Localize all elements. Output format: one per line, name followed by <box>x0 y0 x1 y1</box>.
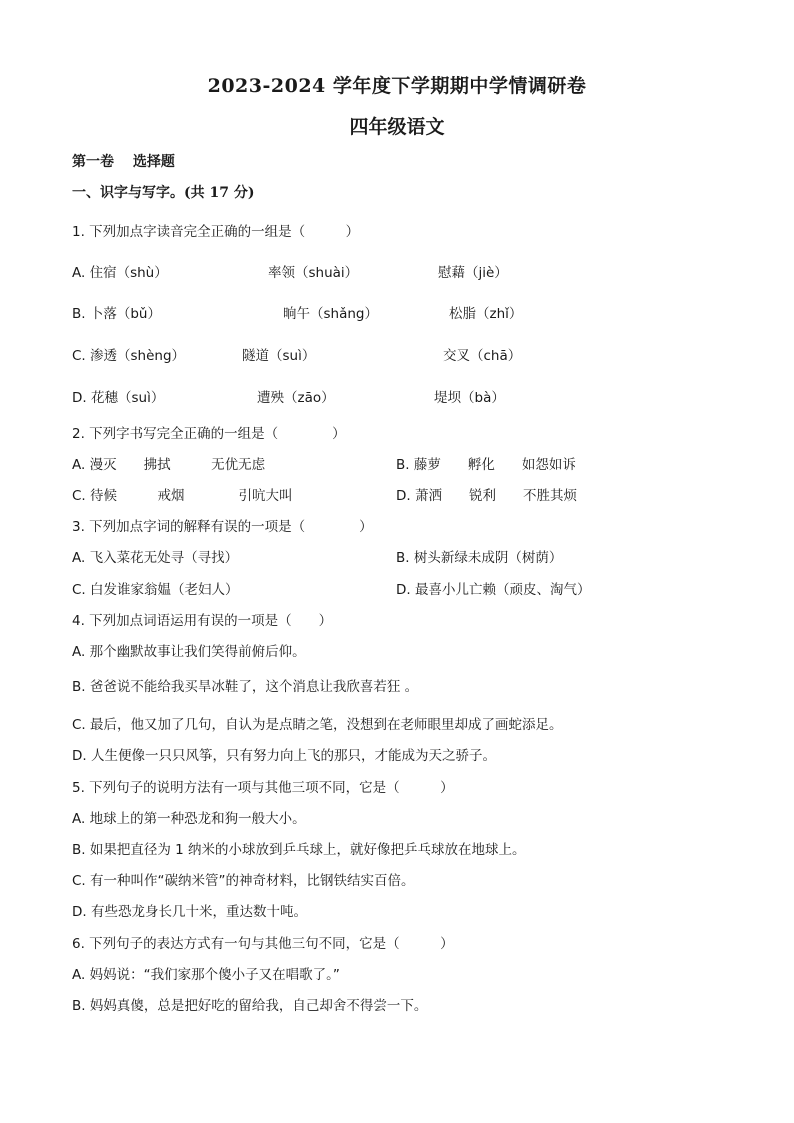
q2-option-a: A. 漫灭 拂拭 无优无虑 <box>72 457 266 473</box>
exam-subtitle: 四年级语文 <box>349 116 445 138</box>
q4-option-b: B. 爸爸说不能给我买旱冰鞋了，这个消息让我欣喜若狂 。 <box>72 679 419 695</box>
q1-option-c-3: 交叉（chā） <box>443 348 522 364</box>
q1-stem: 1. 下列加点字读音完全正确的一组是（ ） <box>72 224 360 240</box>
q3-option-c: C. 白发谁家翁媪（老妇人） <box>72 582 239 598</box>
q1-option-b-2: 晌午（shǎng） <box>283 306 378 322</box>
q2-option-b: B. 藤萝 孵化 如怨如诉 <box>396 457 576 473</box>
q2-stem: 2. 下列字书写完全正确的一组是（ ） <box>72 426 346 442</box>
q1-option-b-1: B. 卜落（bǔ） <box>72 306 161 322</box>
q5-stem: 5. 下列句子的说明方法有一项与其他三项不同，它是（ ） <box>72 780 454 796</box>
q1-option-d-2: 遭殃（zāo） <box>257 390 335 406</box>
q3-stem: 3. 下列加点字词的解释有误的一项是（ ） <box>72 519 373 535</box>
part-heading: 一、识字与写字。(共 17 分) <box>72 185 255 201</box>
q2-option-c: C. 待候 戒烟 引吭大叫 <box>72 488 293 504</box>
q1-option-d-3: 堤坝（bà） <box>434 390 505 406</box>
q1-option-a-2: 率领（shuài） <box>268 265 359 281</box>
q5-option-b: B. 如果把直径为 1 纳米的小球放到乒乓球上，就好像把乒乓球放在地球上。 <box>72 842 526 858</box>
q6-stem: 6. 下列句子的表达方式有一句与其他三句不同，它是（ ） <box>72 936 454 952</box>
q6-option-a: A. 妈妈说：“我们家那个傻小子又在唱歌了。” <box>72 967 340 983</box>
q1-option-c-1: C. 渗透（shèng） <box>72 348 186 364</box>
q3-option-d: D. 最喜小儿亡赖（顽皮、淘气） <box>396 582 591 598</box>
q1-option-a-1: A. 住宿（shù） <box>72 265 168 281</box>
q3-option-b: B. 树头新绿未成阴（树荫） <box>396 550 563 566</box>
q1-option-b-3: 松脂（zhǐ） <box>449 306 523 322</box>
q4-option-c: C. 最后，他又加了几句，自认为是点睛之笔，没想到在老师眼里却成了画蛇添足。 <box>72 717 563 733</box>
q2-option-d: D. 萧洒 锐利 不胜其烦 <box>396 488 577 504</box>
q1-option-c-2: 隧道（suì） <box>242 348 316 364</box>
q4-option-d: D. 人生便像一只只风筝，只有努力向上飞的那只，才能成为天之骄子。 <box>72 748 496 764</box>
q6-option-b: B. 妈妈真傻，总是把好吃的留给我，自己却舍不得尝一下。 <box>72 998 428 1014</box>
q4-option-a: A. 那个幽默故事让我们笑得前俯后仰。 <box>72 644 306 660</box>
q5-option-a: A. 地球上的第一种恐龙和狗一般大小。 <box>72 811 306 827</box>
q3-option-a: A. 飞入菜花无处寻（寻找） <box>72 550 239 566</box>
q5-option-c: C. 有一种叫作“碳纳米管”的神奇材料，比钢铁结实百倍。 <box>72 873 415 889</box>
exam-title: 2023-2024 学年度下学期期中学情调研卷 <box>207 75 587 97</box>
q1-option-a-3: 慰藉（jiè） <box>438 265 508 281</box>
q5-option-d: D. 有些恐龙身长几十米，重达数十吨。 <box>72 904 307 920</box>
q1-option-d-1: D. 花穗（suì） <box>72 390 165 406</box>
volume-heading: 第一卷 选择题 <box>72 154 175 170</box>
q4-stem: 4. 下列加点词语运用有误的一项是（ ） <box>72 613 333 629</box>
